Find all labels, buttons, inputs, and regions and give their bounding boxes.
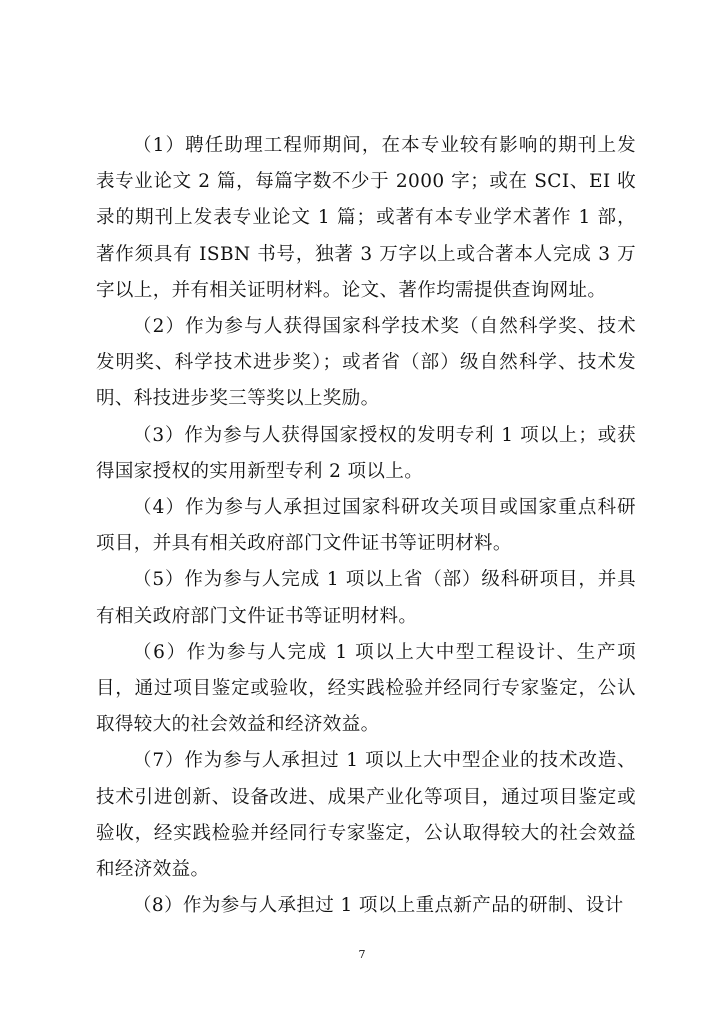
paragraph-6: （6）作为参与人完成 1 项以上大中型工程设计、生产项目，通过项目鉴定或验收，经实践检验并经同行专家鉴定，公认取得较大的社会效益和经济效益。 [96,641,636,736]
paragraph-2: （2）作为参与人获得国家科学技术奖（自然科学奖、技术发明奖、科学技术进步奖）；或者省（部）级自然科学、技术发明、科技进步奖三等奖以上奖励。 [96,316,636,410]
paragraph-8: （8）作为参与人承担过 1 项以上重点新产品的研制、设计 [133,895,624,917]
paragraph-1: （1）聘任助理工程师期间，在本专业较有影响的期刊上发表专业论文 2 篇，每篇字数不少于 2000 字；或在 SCI、EI 收录的期刊上发表专业论文 1 篇；或著有本专业学术著作 1 部，著作须具有 ISBN 书号，独著 3 万字以上或合著本人完成 3 万字以上，并有相关证明材料。论文、著作均需提供查询网址。 [96,135,636,301]
paragraph-5: （5）作为参与人完成 1 项以上省（部）级科研项目，并具有相关政府部门文件证书等证明材料。 [96,569,636,627]
paragraph-3: （3）作为参与人获得国家授权的发明专利 1 项以上；或获得国家授权的实用新型专利 2 项以上。 [96,424,636,482]
page-number: 7 [358,948,366,961]
document-body [96,128,636,924]
paragraph-7: （7）作为参与人承担过 1 项以上大中型企业的技术改造、技术引进创新、设备改进、成果产业化等项目，通过项目鉴定或验收，经实践检验并经同行专家鉴定，公认取得较大的社会效益和经济效益。 [96,750,636,881]
paragraph-4: （4）作为参与人承担过国家科研攻关项目或国家重点科研项目，并具有相关政府部门文件证书等证明材料。 [96,497,636,555]
